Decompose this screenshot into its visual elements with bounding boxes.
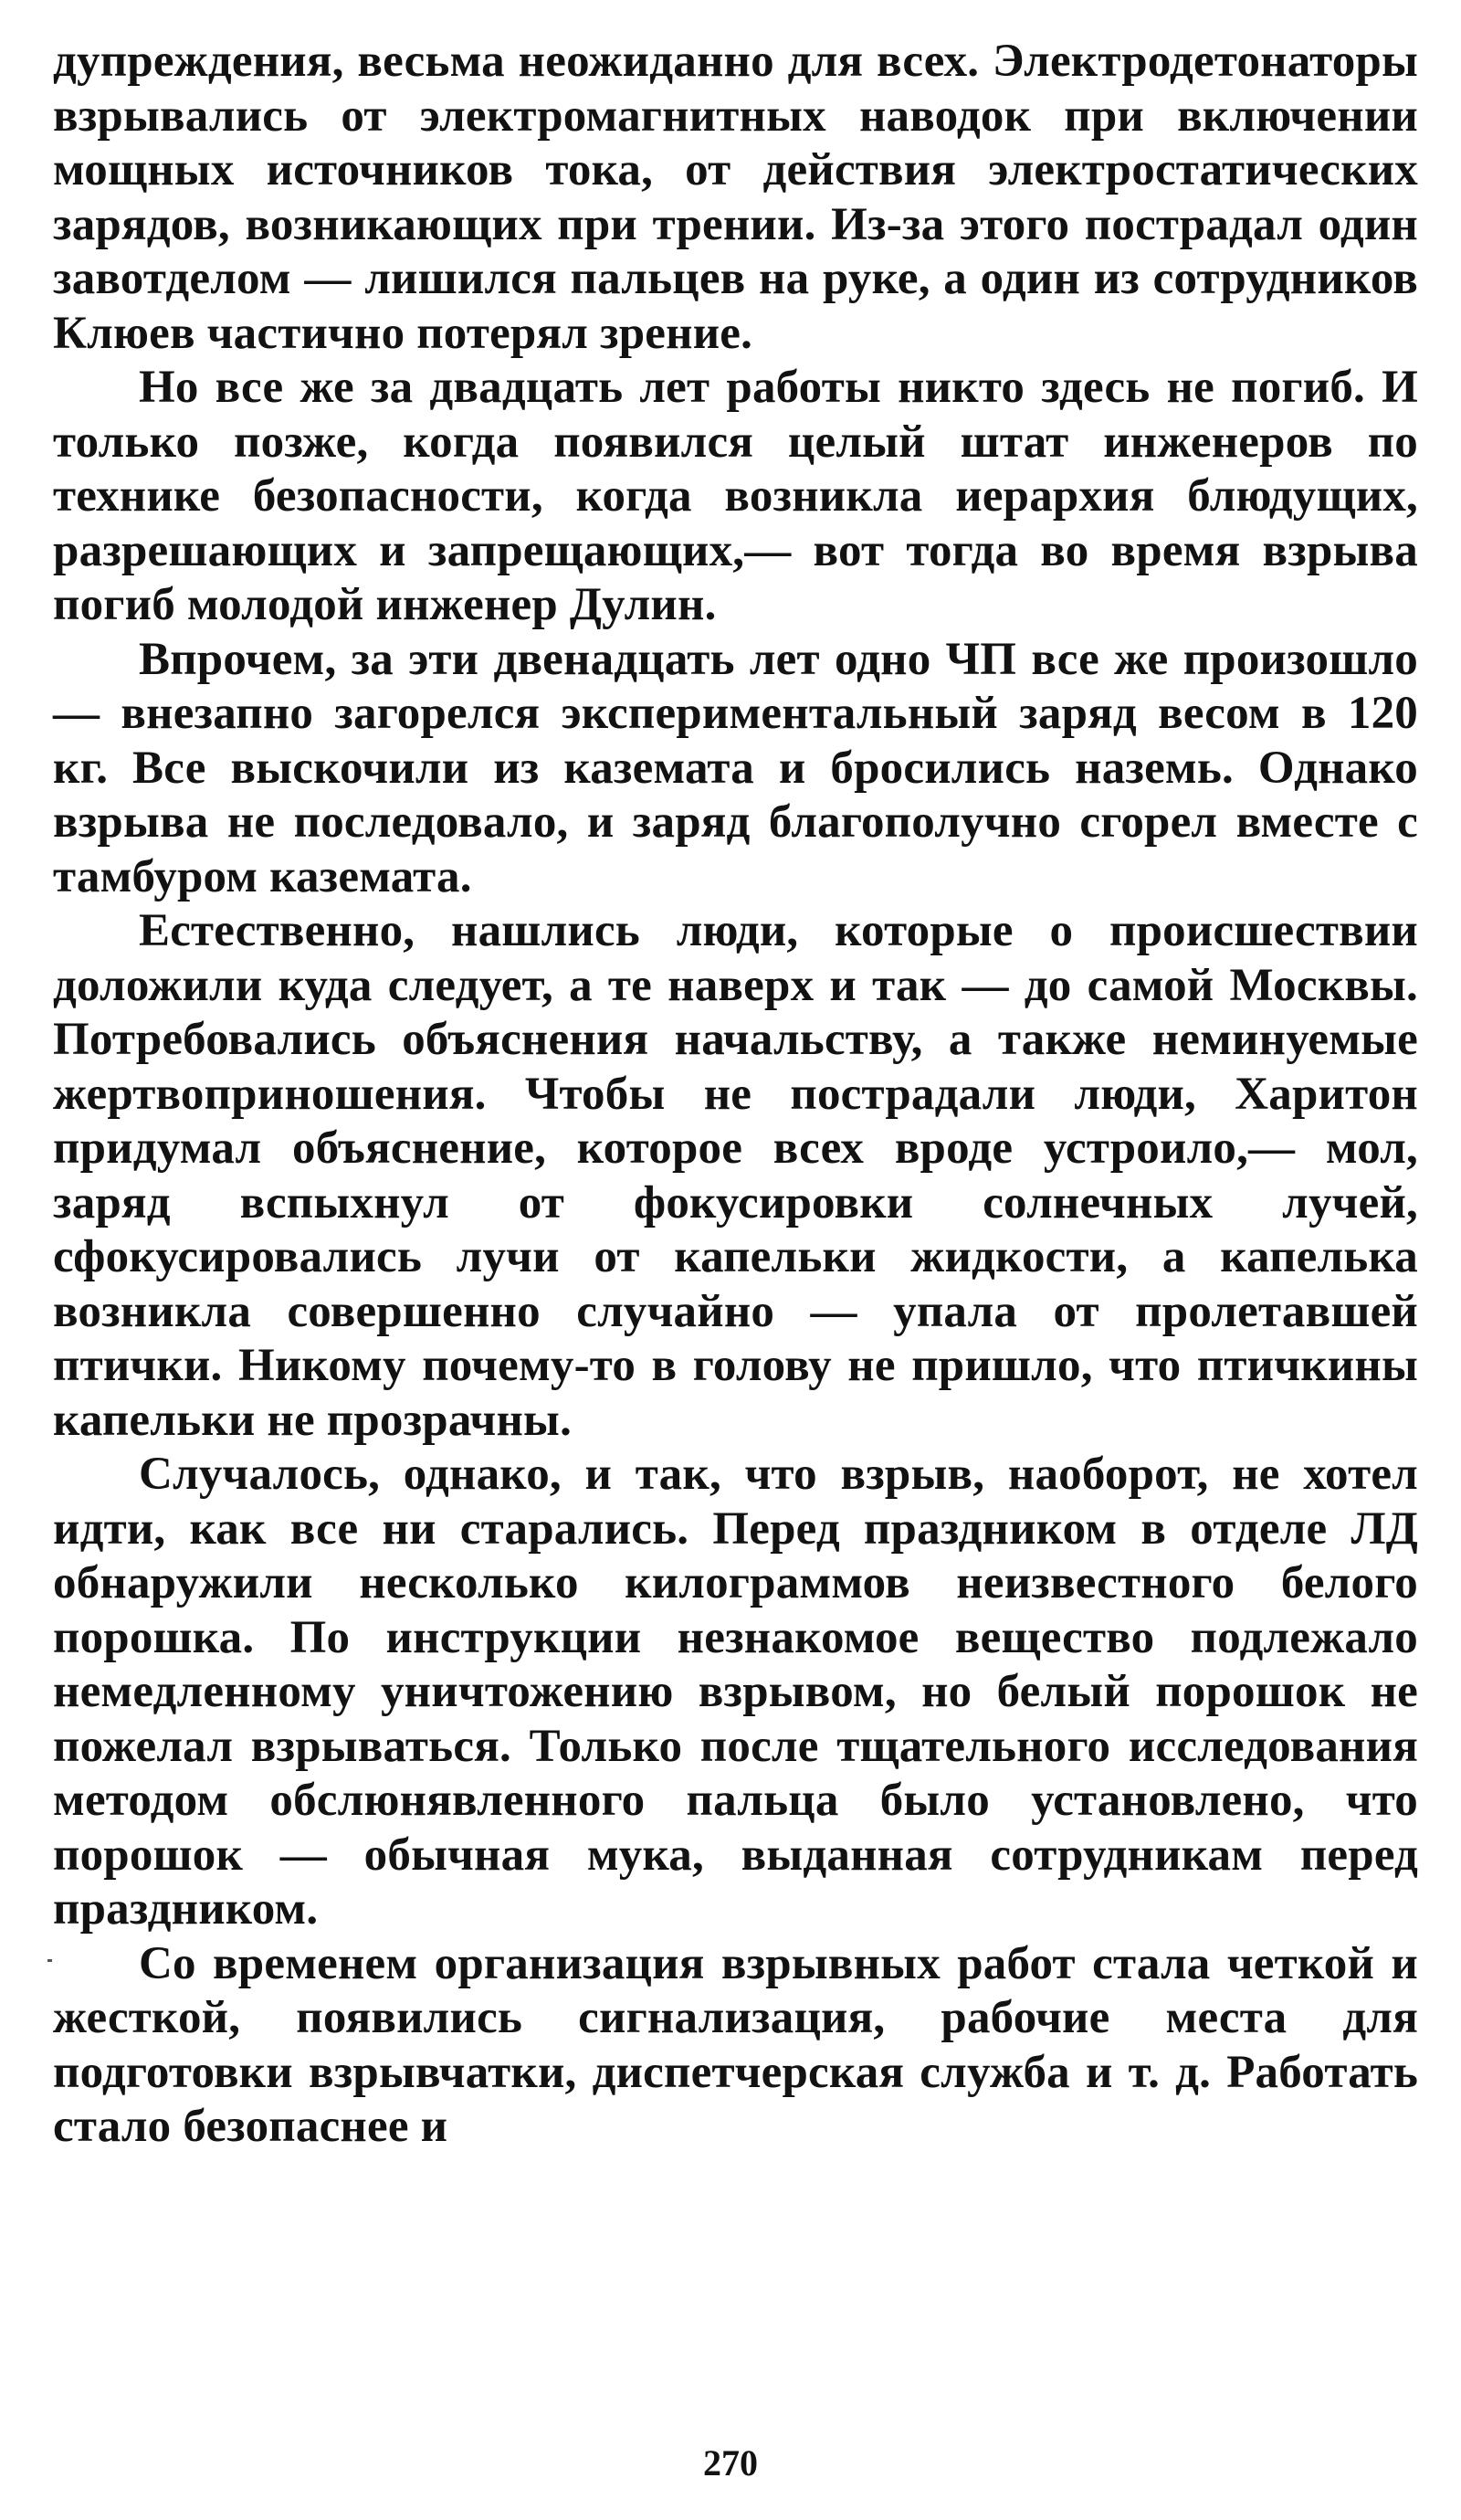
- margin-speck: [47, 1959, 52, 1962]
- page-number: 270: [703, 2442, 758, 2483]
- paragraph-6: Со временем организация взрывных работ стала четкой и жесткой, появились сигнализация, рабочие места для подготовки взрывчатки, диспетчерская служба и т. д. Работать стало безопаснее и: [53, 1937, 1418, 2152]
- paragraph-1: дупреждения, весьма неожиданно для всех. Электродетонаторы взрывались от электромагнитных наводок при включении мощных источников тока, от действия электростатических зарядов, возникающих при трении. Из-за этого пострадал один завотделом — лишился пальцев на руке, а один из сотрудников Клюев частично потерял зрение.: [53, 36, 1418, 359]
- page-body-text: [53, 35, 1418, 2155]
- paragraph-2: Но все же за двадцать лет работы никто здесь не погиб. И только позже, когда появился целый штат инженеров по технике безопасности, когда возникла иерархия блюдущих, разрешающих и запрещающих,— вот тогда во время взрыва погиб молодой инженер Дулин.: [53, 362, 1418, 630]
- paragraph-4: Естественно, нашлись люди, которые о происшествии доложили куда следует, а те наверх и так — до самой Москвы. Потребовались объяснения начальству, а также неминуемые жертвоприношения. Чтобы не пострадали люди, Харитон придумал объяснение, которое всех вроде устроило,— мол, заряд вспыхнул от фокусировки солнечных лучей, сфокусировались лучи от капельки жидкости, а капелька возникла совершенно случайно — упала от пролетавшей птички. Никому почему-то в голову не пришло, что птичкины капельки не прозрачны.: [53, 905, 1418, 1446]
- paragraph-3: Впрочем, за эти двенадцать лет одно ЧП все же произошло — внезапно загорелся экспериментальный заряд весом в 120 кг. Все выскочили из каземата и бросились наземь. Однако взрыва не последовало, и заряд благополучно сгорел вместе с тамбуром каземата.: [53, 633, 1418, 902]
- paragraph-5: Случалось, однако, и так, что взрыв, наоборот, не хотел идти, как все ни старались. Перед праздником в отделе ЛД обнаружили несколько килограммов неизвестного белого порошка. По инструкции незнакомое вещество подлежало немедленному уничтожению взрывом, но белый порошок не пожелал взрываться. Только после тщательного исследования методом обслюнявленного пальца было установлено, что порошок — обычная мука, выданная сотрудникам перед праздником.: [53, 1449, 1418, 1935]
